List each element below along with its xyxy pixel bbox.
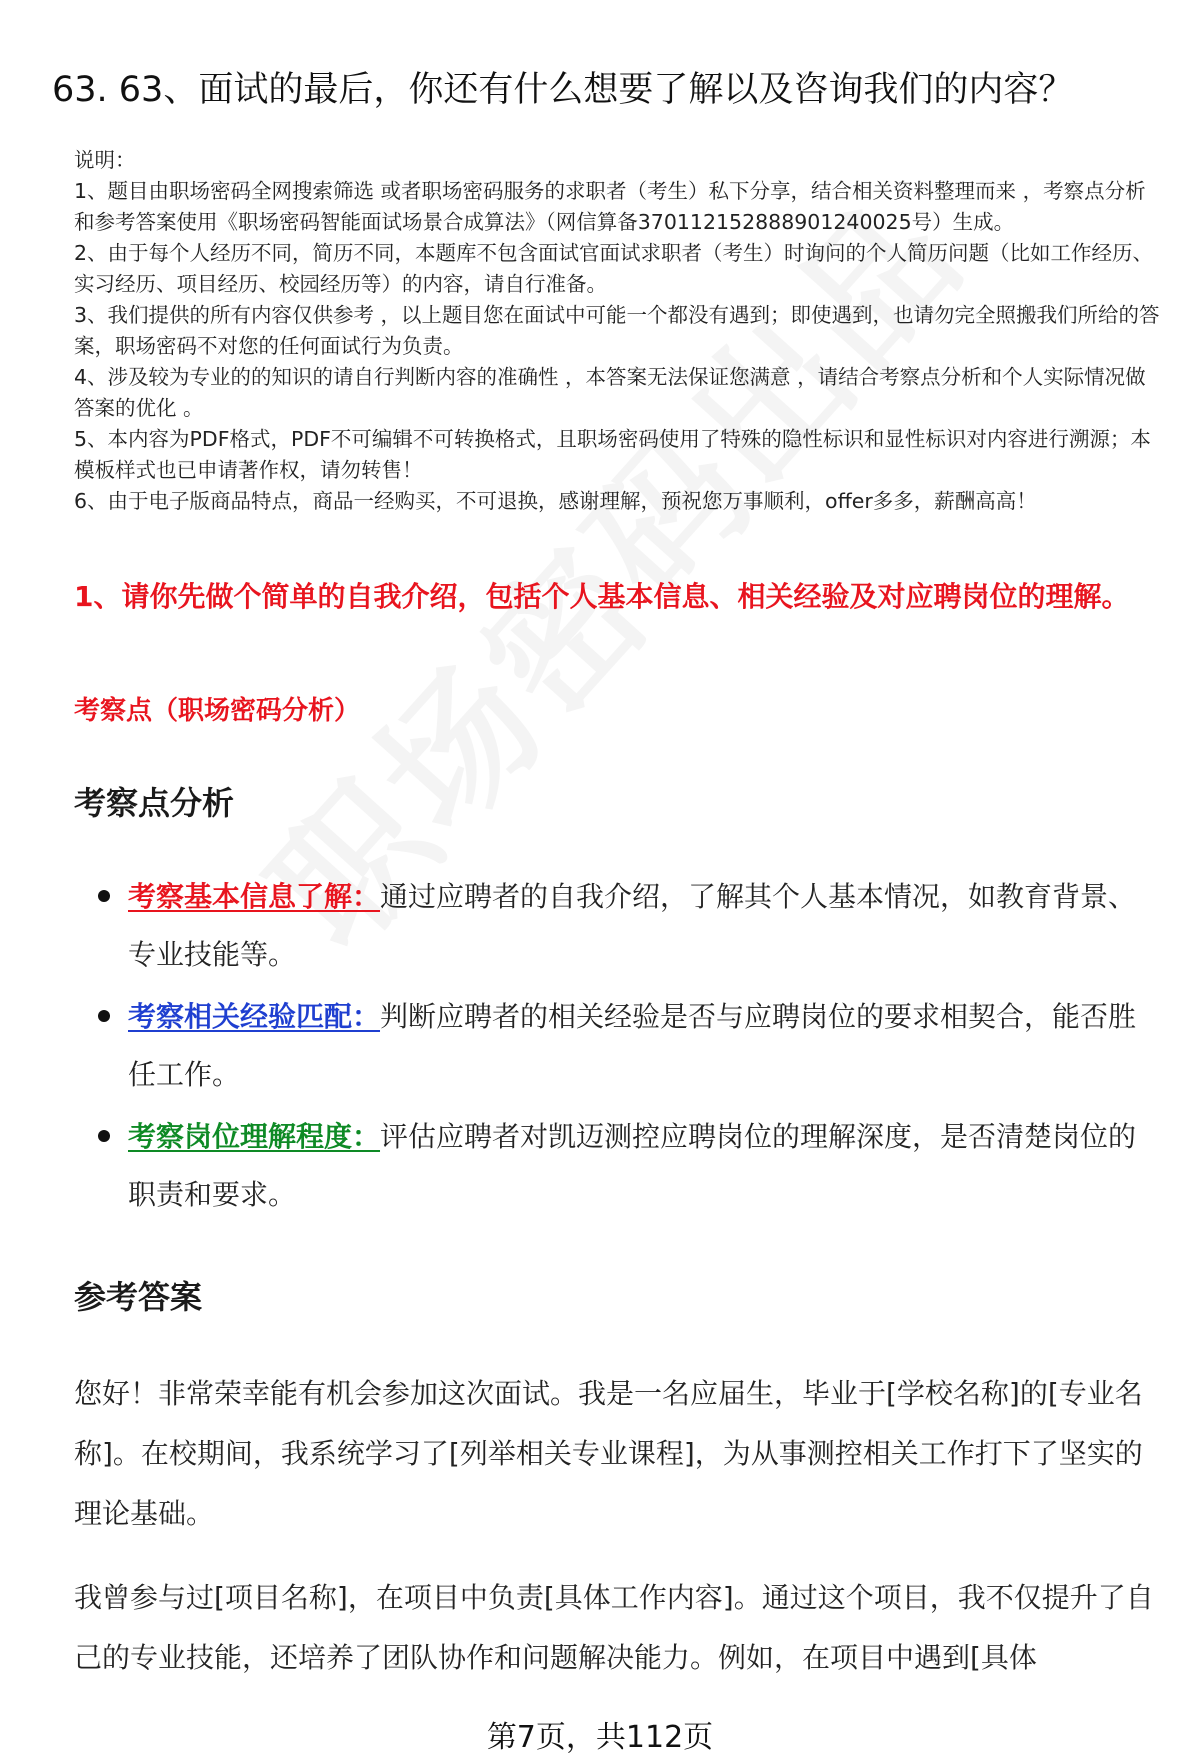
kaochadian-label: 考察点（职场密码分析） [74, 696, 361, 726]
notes-heading: 说明： [74, 148, 136, 172]
note-item: 1、题目由职场密码全网搜索筛选 或者职场密码服务的求职者（考生）私下分享，结合相关资料整理而来 ，考察点分析和参考答案使用《职场密码智能面试场景合成算法》（网信算备370112152888901240025号）生成。 [74, 179, 1146, 234]
answer-paragraph: 您好！非常荣幸能有机会参加这次面试。我是一名应届生，毕业于[学校名称]的[专业名称]。在校期间，我系统学习了[列举相关专业课程]，为从事测控相关工作打下了坚实的理论基础。 [74, 1377, 1143, 1530]
analysis-list [98, 868, 1158, 1228]
note-item: 4、涉及较为专业的的知识的请自行判断内容的准确性 ，本答案无法保证您满意 ，请结合考察点分析和个人实际情况做答案的优化 。 [74, 365, 1146, 420]
analysis-item-label: 考察相关经验匹配： [128, 1000, 381, 1033]
analysis-item-text: 判断应聘者的相关经验是否与应聘岗位的要求相契合，能否胜任工作。 [128, 1000, 1137, 1091]
analysis-item-text: 评估应聘者对凯迈测控应聘岗位的理解深度，是否清楚岗位的职责和要求。 [128, 1120, 1137, 1211]
page-title: 63. 63、面试的最后，你还有什么想要了解以及咨询我们的内容？ [52, 70, 1074, 110]
note-item: 3、我们提供的所有内容仅供参考 ，以上题目您在面试中可能一个都没有遇到；即使遇到，也请勿完全照搬我们所给的答案，职场密码不对您的任何面试行为负责。 [74, 303, 1160, 358]
notes-block [74, 145, 1164, 517]
analysis-item [98, 1108, 1158, 1224]
bullet-dot-icon [98, 890, 110, 902]
note-item: 2、由于每个人经历不同，简历不同，本题库不包含面试官面试求职者（考生）时询问的个人简历问题（比如工作经历、实习经历、项目经历、校园经历等）的内容，请自行准备。 [74, 241, 1154, 296]
note-item: 6、由于电子版商品特点，商品一经购买，不可退换，感谢理解，预祝您万事顺利，offer多多，薪酬高高！ [74, 489, 1037, 513]
analysis-item [98, 868, 1158, 984]
question-title: 1、请你先做个简单的自我介绍，包括个人基本信息、相关经验及对应聘岗位的理解。 [74, 580, 1130, 613]
page-number: 第7页，共112页 [0, 1712, 1200, 1756]
answer-heading: 参考答案 [74, 1278, 203, 1316]
analysis-item-label: 考察岗位理解程度： [128, 1120, 381, 1153]
analysis-item-text: 通过应聘者的自我介绍，了解其个人基本情况，如教育背景、专业技能等。 [128, 880, 1137, 971]
bullet-dot-icon [98, 1010, 110, 1022]
analysis-item-label: 考察基本信息了解： [128, 880, 381, 913]
bullet-dot-icon [98, 1130, 110, 1142]
answer-paragraph: 我曾参与过[项目名称]，在项目中负责[具体工作内容]。通过这个项目，我不仅提升了自己的专业技能，还培养了团队协作和问题解决能力。例如，在项目中遇到[具体 [74, 1581, 1154, 1674]
analysis-item [98, 988, 1158, 1104]
analysis-heading: 考察点分析 [74, 784, 235, 822]
note-item: 5、本内容为PDF格式，PDF不可编辑不可转换格式，且职场密码使用了特殊的隐性标识和显性标识对内容进行溯源；本模板样式也已申请著作权，请勿转售！ [74, 427, 1151, 482]
